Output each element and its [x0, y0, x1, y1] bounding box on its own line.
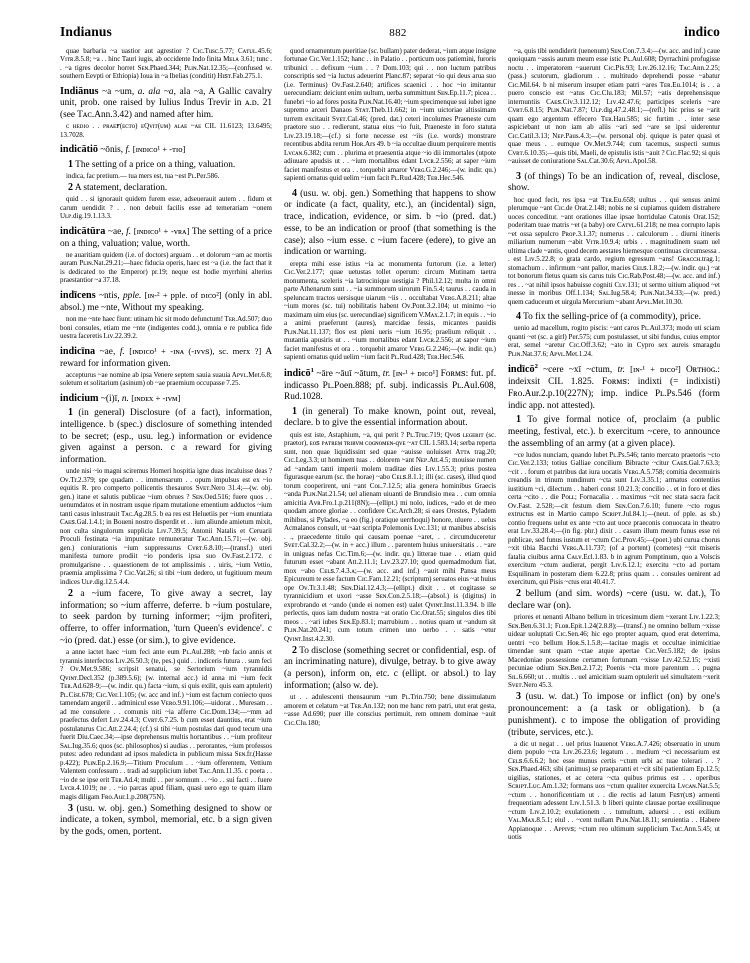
entry-indico-1-sense-4 — [508, 311, 720, 358]
indico-1-etym: [ɪɴ-¹ + ᴅɪᴄᴏ¹] — [392, 367, 439, 378]
indicatura-gloss: The setting of a price on a thing, valuation; value, worth. — [60, 226, 272, 249]
indico-1-sense-3 — [508, 171, 720, 196]
indico-2-etym: [ɪɴ-¹ + ᴅɪᴄᴏ²] — [630, 364, 681, 375]
indicina-cites: accepturus ~ae nomine ab ipsa Venere septem sauia suauia Aᴘᴠʟ.Met.6.8; soletum et solitarium (asinum) ob ~ae praemium occupasse 7.25. — [60, 370, 272, 388]
running-head — [60, 24, 720, 44]
sense-number: 4 — [516, 311, 521, 322]
indico-2-sense-1-cites: ~ce ludos nunciam, quando lubet Pʟ.Ps.546; tanto mercato praetoris ~cto Cɪᴄ.Ver.2.133; totius Galliae concilium Bibracte ~citur Cᴀᴇꜱ.Gal.7.63.3; ~cit . . forum et patribus dat iura uocatis Vᴇʀɢ.A.5.758; comitia decemuiris creandis in trinum nundinum ~cta sunt Lɪᴠ.3.35.1; armatus contentius iustitium ~ci, dilectum . . haberi const 10.21.3; concilio . . et in foro et dies certa ~cito . . die Pᴏʟʟ; Fornacalia . . maximus ~cit nec stata sacra facit Oᴠ.Fast. 2.528;—cit festum diem Sᴇɴ.Con.7.6.10; funere ~cto rogus extructus est in Martio campo Sᴄʀɪᴘᴛ.Jul.84.1;—(neut. of pple. as sb.) contio frequens uelut ex ante ~cto aut uoce praeconis conuocata in theatro erat Lɪᴠ.33.28.4;—(in fig. phr.) dixit . . casum illum meum funus esse rei publicae, sed funus iustum et ~ctum Cɪᴄ.Prov.45;—(poet.) ubi curua chorus ~xit tibia Bacchi Vᴇʀɢ.A.11.737; (of a portent) (cometes) ~xit miseris fatalia ciuibus arma Cᴀʟᴠ.Ecl.1.83. b in agrum Pomptinum, quo a Volscis exercitum ~ctum audierat, pergit Lɪᴠ.6.12.1; exercitu ~cto ad portam Esquilinam in posteram diem 6.22.8; prius quam . . consules uenirent ad exercitum, qui Pisis ~ctus erat 40.41.7. — [508, 450, 720, 587]
indicina-pos: f. — [119, 346, 125, 357]
indico-2-sense-3 — [508, 691, 720, 739]
indicatio-pos: f. — [125, 145, 131, 156]
indianus-cites: ᴄ ʜᴇᴅɪᴏ . . ᴘʀᴀᴇꜰ(ᴇᴄᴛᴏ) ᴇQᴠɪᴛ(ᴜᴍ) ᴀʟᴀᴇ ~ᴀᴇ CIL 11.6123; 13.6495; 13.7028. — [60, 122, 272, 139]
indico-1-pos: tr. — [382, 368, 391, 379]
indianus-forms: ~a ~um, — [102, 86, 135, 97]
indicium-sense-4-cites: erepta mihi esse istius ~ia ac monumenta furtorum (i.e. a letter) Cɪᴄ.Ver.2.177; quae uetustas tollet operum: circum Mutinam taetra monumenta, sceleris ~ia latrocinique uestigia ? Phil.12.12; multa in omni parte Athenarum sunt . . ~ia summorum uirorum Fin.5.4; taurus . . cauda in speluncam tractos uersisque uiarum ~iis . . occultabat Vᴇʀɢ.A.8.211; altae ~ium mores (sc. tui) nobilitatis habent Oᴠ.Pont.3.2.104; ut minimo ~io maximam uim eius (sc. uerecundiae) significem V.Mᴀx.2.1.7; in equis . . ~io a animi praeferunt (aures), marcidae fessis, micantes pauidis Pʟɪɴ.Nat.11.137; flos est pleni ueris ~ium 16.95; praelium reliquit . . mutantia apusiris ut . . ~ium mortalibus edant Lᴠᴄʀ.2.556; at sapor ~ium faciet manifestus et ora . . torquebit amaror Vᴇʀɢ.G.2.246;—(w. indir. qu.) sapienti ornatus quid uelim ~ium facit Pʟ.Rud.428; Tᴇʀ.Hec.546. — [284, 259, 496, 361]
indico-2-forms: ~cere ~xī ~ctum, — [543, 365, 613, 376]
indicatura-cites: ne auaritiam quidem (i.e. of doctors) arguam . . et dolorum ~am ac mortis auram Pʟɪɴ.Nat.29.21;—haec fiducia operis, haec est ~a (i.e. the fact that it is dedicated to the Emperor) pr.19; neque est hodie myrrhini alterius praestantior ~a 37.18. — [60, 250, 272, 285]
indico-2-headline — [508, 363, 720, 412]
sense-number: 2 — [68, 587, 73, 599]
indicina-etym: [ɪɴᴅɪᴄᴏ¹ + -ɪɴᴀ (-ɪᴠᴠꜱ), sc. merx ?] — [129, 345, 262, 356]
headword-superscript: 1 — [310, 366, 314, 374]
sense-number: 1 — [516, 414, 521, 425]
entry-indicium — [60, 393, 272, 839]
indicium-etym: [ɪɴᴅᴇx + -ɪᴠᴍ] — [131, 392, 181, 403]
column-right — [508, 46, 720, 946]
indicens-cites: non me ~nte haec fiunt: utinam hic sit modo defunctum! Tᴇʀ.Ad.507; duo boni consules, etiam me ~nte (indigentes codd.), omnia e re publica fide uestra faceretis Lɪᴠ.22.39.2. — [60, 315, 272, 341]
entry-indianus — [60, 86, 272, 140]
indicatio-sense-1 — [60, 159, 272, 172]
sense-number: 3 — [516, 170, 521, 182]
sense-number: 1 — [68, 158, 73, 170]
indianus-headline: Indiānus ~a ~um, a. ala ~a, ala ~a, A Gallic cavalry unit, prob. one raised by Iulius Indus Trevir in ᴀ.ᴅ. 21 (see Tᴀᴄ.Ann.3.42) and named after him. — [60, 85, 272, 121]
indico-1-sense-1-cites: quis est iste, Astaphium, ~a, qui perit ? Pʟ.Truc.719; Qᴠᴏꜱ ʟᴇɢᴇʀɪᴛ (sc. praetor), ᴇᴏꜱ ᴘᴀᴛʀᴇᴍ ᴛʀɪʙᴠᴍ ᴄᴏɢɴᴏᴍᴇɴ-qᴠᴇ ~ᴀᴛ CIL 1.583.14; serba reperta sunt, non quae liquidissint sed quae ~auisse uoluisset Aᴛᴛᴀ trag.20; Cɪᴄ.Leg.3.3; ut hominem tuas . . dolorem ~ant Nᴇᴘ.Att.4.5; mouisse numen ad ~andam tanti imperii molem traditae dies Lɪᴠ.1.55.3; prius postea figurasque earum (sc. the horae) ~abo Cᴇʟꜱ.8.1.1; illi (sc. cases), illud quod torum cooperirent, uni ~ant Cᴏʟ.7.12.5; alia genera hominibus Graecis ~anda Pʟɪɴ.Nat.21.54; uel alienam uiuanti de Brundisio mea . . cum omnia amicitia Aᴠʀ.Fro.1.p.211(8N);—(ellipt.) mi nolo, iudices, ~ado et de meo quodam amore gloriae . . confidere Cɪᴄ.Arch.28; si eaes Orestes, Pyladem mihibus, si Pylades, ~a eo (fig.) oratique uerrhoqui) honore, uluere . . uelus Acmalanos consult, ut ~aat scripta Polemonis Lᴠᴄ.131; ut manibus abscisis . ., praecedente titulo qui causam poenae ~aret, . . circumduceretur Sᴠᴇᴛ.Cal.32.2;—(w. in + acc.) illum . . parentem huius uniuersitatis . . ~are in uniguas nefas Cɪᴄ.Tim.6;—(w. indir. qu.) litterae tuae . . etiam quid futurum esset ~abant Att.2.11.1; Lɪᴠ.23.27.10; quod quemadmodum fiat, mox ~abo Cᴇʟꜱ.7.4.3.ᴀ;—(w. acc. and inf.) ~auit mihi Pansa meus Epicureum te esse factum Cɪᴄ.Fam.12.21; (scriptum) seruatos eius ~at huius ope Oᴠ.Tr.3.1.48; Sᴇɴ.Dial.12.4.3;—(ellipt.) dixit . . et cogitasse se tyrannicidium et uxori ~asse Sᴇɴ.Con.2.5.18;—(absol.) is (digitus) in exprobrando et ~ando (unde ei nomen est) ualet Qᴠɪɴᴛ.Inst.11.3.94. b ille perlectis, quos iam dudum nostra ~at oratio Cɪᴄ.Orat.55; singulos dies tibi meos . . ~ari iubes Sᴇɴ.Ep.83.1; marrubium . . notius quam ut ~andum sit Pʟɪɴ.Nat.20.241; cum totum crimen uno uerbo . . satis ~etur Qᴠɪɴᴛ.Inst.4.2.30. — [284, 430, 496, 643]
indico-2-orthog: Oʀᴛʜᴏɢ.: indeixsit CIL 1.825. Fᴏʀᴍꜱ: indixti (= indixisti) Fʀᴏ.Aur.2.p.10(227N); imp. indice Pʟ.Ps.546 (form indic app. not attested). — [508, 365, 720, 411]
entry-indicens — [60, 290, 272, 341]
indicium-continuation-cites: quod ornamentum pueritiae (sc. bullam) pater dederat, ~ium atque insigne fortunae Cɪᴄ.Ver.1.152; hanc . . in Palatio . . porticum uos patiemini, furoris tribunici . . defixum ~ium . . ? Dom.103; qui . . non luctum patribus conscriptis sed ~ia luctus adeuerint Planc.87; separat ~io qui deus arua suo (i.e. Terminus) Oᴠ.Fast.2.640; artifices scaenici . . hoc ~io imitantur uerecundiam: deiciunt enim uultum, uerba summittunt Sᴇɴ.Ep.11.7; picea . . funebri ~io ad fores posita Pʟɪɴ.Nat.16.40; ~ium specimenque sui iubet igne supremo arceri Danaos Sᴛᴀᴛ.Theb.11.662; in ~ium uictoriae altissimam turrem excitauit Sᴠᴇᴛ.Cal.46; (pred. dat.) ceteri incolumes Praeneste cum praetore suo . . redierunt, statua eius ~io fuit, Praeneste in foro statuta Lɪᴠ.23.19.18;—(cf.) si forte necesse est ~iis (i.e. words) monstrare recentibus abdita rerum Hᴏʀ.Ars 49. b ~ia occultae diuum perquirere mentis Lᴠᴄᴀɴ.6.382; cum . . plurima et praesentia atque ~io dii immortales (utpote adiuuare apudsis ut . . ~ium mortalibus edant Lᴠᴄʀ.2.556; at saper ~ium faciet manifestus et ora . . torquebit amaror Vᴇʀɢ.G.2.246;—(w. indir. qu.) sapienti ornatus quid uelim ~ium facit Pʟ.Rud.428; Tᴇʀ.Hec.546. — [284, 46, 496, 182]
indico-1-orthog: Fᴏʀᴍꜱ: fut. pf. indicasso Pʟ.Poen.888; pf. subj. indicassis Pʟ.Aul.608, Rud.1028. — [284, 368, 496, 403]
indicatura-forms: ~ae, — [107, 226, 124, 237]
headword-indicina: indicīna — [60, 345, 96, 357]
indico-1-sense-1 — [284, 406, 496, 431]
sense-number: 3 — [68, 802, 73, 814]
entry-indicina — [60, 346, 272, 388]
sense-text: To fix the selling-price of (a commodity), price. — [523, 312, 701, 322]
entry-indico-1 — [284, 367, 496, 728]
column-middle — [284, 46, 496, 946]
sense-number: 1 — [292, 405, 297, 417]
sense-text: To disclose (something secret or confidential, esp. of an incriminating nature), divulge, betray. b to give away (a person), inform on, etc. c (ellipt. or absol.) to lay information; (also w. de). — [284, 645, 496, 691]
sense-text: To give formal notice of, proclaim (a public meeting, festival, etc.). b exercitum ~cere, to announce the assembling of an army (at a given place). — [508, 415, 720, 449]
entry-indico-1-sense-3 — [508, 171, 720, 307]
indico-2-sense-2-cites: priores et uenanti Albano bellum in tricesimum diem ~xerant Lɪᴠ.1.22.3; Sᴇɴ.Ben.6.31.1; Fʟᴏʀ.Epit.1.24(2.8.8);—(transf.) ne omnino bellum ~xisse uidear uoluptati Cɪᴄ.Sen.46; hic ego propter aquam, quod erat deterrima, uentri ~co bellum Hᴏʀ.S.1.5.8;—tacitae magis et occultae inimicitiae timendae sunt quam ~ctae atque apertae Cɪᴄ.Ver.5.182; de ipsius Macedoniae possessione certamen fortunam ~xisse Lɪᴠ.42.52.15; ~xisti pecuniae odium Sᴇɴ.Ben.2.17.2; Poenis ~cta more parentum . . pugna Sɪʟ.6.660; ut . . multis . . uel amicitiam suam optulerit uel simultatem ~xerit Sᴠᴇᴛ.Nero 45.3. — [508, 613, 720, 690]
entry-indicium-sense-4 — [284, 188, 496, 362]
indico-2-sense-2 — [508, 588, 720, 613]
running-head-right: indico — [684, 24, 720, 39]
indianus-continuation-cites: quae barbaria ~a uastior aut agrestior ? Cɪᴄ.Tusc.5.77; Cᴀᴛᴜʟ.45.6; Vɪᴛʀ.8.5.8; ~a . . hinc Tauri iugis, ab occidente Indo finita Mᴇʟᴀ 3.61; tunc . . ~a tigres decolor horret Sᴇɴ.Phaed.344; Pʟɪɴ.Nat.12.35;—(confused w. southern Eevpti or Ethiopia) Ioua in ~a Ibelias (conditit) Hɪꜱᴛ.Fab.275.1. — [60, 46, 272, 80]
indico-1-forms: ~āre ~āuī ~ātum, — [316, 368, 381, 379]
sense-number: 2 — [516, 588, 521, 600]
indicium-sense-2-cites: a anne iactet haec ~ium feci ante eum Pʟ.Aul.288; ~nb facio annis et tyrannis interfectos Lɪᴠ.26.50.3; (te, pes.) quid . . indiceris futura . . sum feci ? Oᴠ.Met.9.586; scripsit senatui, se Sertorium ~ium tyrannidis Qᴠɪɴᴛ.Decl.352 (p.389.5.6); (w. internal acc.) id anna mi ~ium fecit Tᴇʀ.Ad.628-9;—(w. indir. qu.) facta ~ium, si quis exilit, quis eam aptulerit) Pʟ.Cist.678; Cɪᴄ.Ver.1.105; (w. acc and inf.) ~ium est factum coniecto quos tamendam angeril . . adminicul esse Vᴇʀᴏ.9.91.106;—uidorat . . Muresam . . ad me consulere . . comunis niti ~ia afferre Cɪᴄ.Dom.134;—~mm ad praefectus defert Lɪᴠ.24.4.3; Cᴠʀᴛ.6.7.25. b cum esset dauntius, erat ~ium postulaturus Cɪᴄ.Att.2.24.4; (cf.) si tibi ~ium postulas dari quod tecum una fuerit Diu.Caec.34;—ipse deprehensus multis hortantibus . . ~ium profiteur Sᴀʟ.Iug.35.6; quos (sc. philosophos) si audias . . perorantes, ~ium professos putes: adeo redundant ad ipsos maledicta in publicum missa Sᴇɴ.fr.(Hasse p.422); Pʟɪɴ.Ep.2.16.9;—Titium Proculum . . ~ium offerentem, Vettium Valentem confessum . . tradi ad supplicium iubet Tᴀᴄ.Ann.11.35. c poeta . . ~io de se ipse erit Tᴇʀ.Ad.4; multi . . per somnum . . ~io . . sui facti . . fuere Lᴠᴄʀ.4.1019; ne . . ~io parcas apud filiam, quasi uero ego te quam illam magis diligam Fʀᴏ.Aur.1.p.208(75N). — [60, 648, 272, 801]
headword-indicatura: indicātūra — [60, 225, 106, 237]
headword-indicens: indīcens — [60, 289, 96, 301]
sense-text: (usu. w. dat.) To impose or inflict (on) by one's pronouncement: a (a task or obligation). b (a punishment). c to impose the obligation of providing (tribute, services, etc.). — [508, 692, 720, 738]
indicens-pos: pple. — [123, 290, 142, 301]
headword-superscript: 2 — [534, 363, 538, 371]
indicium-pos: n. — [121, 393, 129, 404]
column-container — [60, 46, 722, 946]
indico-1-sense-4-cites: uenio ad macellum, rogito piscis: ~ant caros Pʟ.Aul.373; modo uti sciam quanti ~et (sc. a girl) Per.575; cum postulasset, ut sibi fundus, cuius emptor erat, semel ~aretur Cɪᴄ.Off.3.62; ~ato in Cypro sex aureis smaragdu Pʟɪɴ.Nat.37.6; Aᴘᴠʟ.Met.1.24. — [508, 324, 720, 358]
indicium-sense-1 — [60, 407, 272, 467]
indicens-forms: ~ntis, — [98, 290, 120, 301]
indicatio-sense-1-cites: indica, fac pretium.— tua mers est, tua ~est Pʟ.Per.586. — [66, 172, 220, 181]
indicium-forms: ~(i)ī, — [100, 393, 120, 404]
headword-indicium: indicium — [60, 392, 99, 404]
indicatio-sense-2 — [60, 182, 272, 195]
indicatura-etym: [ɪɴᴅɪᴄᴏ¹ + -ᴠʀᴀ] — [133, 225, 190, 236]
indicium-sense-3 — [60, 803, 272, 839]
sense-text: (usu. w. obj. gen.) Something that happens to show or indicate (a fact, quality, etc.), an (incidental) sign, trace, indication, evidence, or sim. b ~io (pred. dat.) esse, to be an indication or proof (that something is the case); also ~ium esse. c ~ium facere (edere), to give an indication or warning. — [284, 188, 496, 258]
headword-indicatio: indicātiō — [60, 144, 98, 156]
sense-number: 1 — [68, 407, 73, 419]
sense-number: 2 — [292, 644, 297, 656]
indicens-headline — [60, 290, 272, 315]
column-left — [60, 46, 272, 946]
page-number: 882 — [389, 27, 407, 39]
indicens-gloss: (only in abl. absol.) me ~nte, Without my speaking. — [60, 290, 272, 313]
indico-1-sense-3-cites: hoc quod fecit, res ipsa ~at Tᴇʀ.Eu.658; uultus . . qui sensus animi plerumque ~ant Cɪᴄ.de Orat.2.148; nobis ne si cupiamus quidem distrahere uoces conceditur. ~ant orationes illae ipsae horridulae Catonis Orat.152; poderitam tuae matris ~et (a baby) ore Cᴀᴛᴠʟ.61.218; ne mea corrupto lapis ~et ossa sepulcro Pʀᴏᴘ.3.1.37; numerus . . calculorum . . diurni itineris miliarium numerum ~abit Vɪᴛʀ.10.9.4; urbis . . magnitudinem suam uel ultima clade ~antis, quod decem aestates hiemesque continuas circumsessa . . est Lɪᴠ.5.22.8; o grata cardo, regium egressum ~ans! Gʀᴀᴄᴄʜ.trag.1; stomachum . . infirmum ~ant pallor, macies Cᴇʟꜱ.1.8.2;—(w. indir. qu.) ~at tot bonorum fletus quam sis carus tuis Cɪᴄ.Rab.Post.48;—(w. acc. and inf.) res . . ~at nihil ipsos habuisse cogniti Cʟᴠ.131; ut sermo uitium aliquod ~et inesse in moribus Off.1.134; Sᴀʟ.Iug.58.4; Pʟɪɴ.Nat.34.33;—(w. pred.) quem caduceum et uirgula Mercurium ~abant Aᴘᴠʟ.Met.10.30. — [508, 195, 720, 306]
entry-indicatura — [60, 226, 272, 285]
indicium-sense-4 — [284, 188, 496, 260]
indico-1-sense-4 — [508, 311, 720, 324]
sense-number: 2 — [68, 182, 73, 194]
indicium-sense-1-cites: unde nisi ~io magni sciremus Homeri hospitia igne duas incaluisse deas ? Oᴠ.Tr.2.379; spe quadam . . immensarum . . opum impulsus est ex ~io equitis R. pro comperto pollicentis thesauros Sᴠᴇᴛ.Nero 31.4;—(w. obj. gen.) itane et salutis publicae ~ium obrues ? Sᴇɴ.Oed.516; fuere quos . . uenumdatos et in nostram usque ripam mutatione ementium adductos ~ium tanti casus inlustrauit Tᴀᴄ.Ag.28.5. b ea res est Heluetiis per ~ium enuntiata Cᴀᴇꜱ.Gal.1.4.1; in Boueni nostro disperdit et . . ium aliunde amietum mixit, non culta singulorum supplicia Lɪᴠ.7.39.5; Antonii Natalis et Ceruarii Proculi festinata ~ia impunitate remuneratur Tᴀᴄ.Ann.15.71;—(w. obj. gen.) coniurationis ~ium suppressurus Cᴠʀᴛ.6.8.10;—(transf.) uteri manifesta tumore prodiit ~io ponderis ipsa suo Oᴠ.Fast.2.172. c promulgarisne . . quaestionem de tot amplissimis . . uiris, ~ium Vettio, praemia amplissima ? Cɪᴄ.Vat.26; si tibi ~ium dedero, ut fugitiuum meum indices Uʟᴘ.dig.12.5.4.4. — [60, 467, 272, 586]
indicatio-etym: [ɪɴᴅɪᴄᴏ¹ + -ᴛɪᴏ] — [132, 144, 186, 155]
sense-text: A statement, declaration. — [74, 183, 168, 194]
sense-text: (in general) Disclosure (of a fact), information, intelligence. b (spec.) disclosure of something intended to be secret; (esp., usu. leg.) information or evidence given against a person. c a reward for giving information. — [60, 408, 272, 466]
indico-continuation-cites: ~a, quis tibi uendiderit (uenenum) Sᴇɴ.Con.7.3.4;—(w. acc. and inf.) caue quoiquam ~assis aurum meum esse istic Pʟ.Aul.608; Dyrrachini profugisse noctu . . imperatorem ~auerunt Cɪᴄ.Pis.93; Lɪᴠ.26.12.16; Tᴀᴄ.Ann.2.25; (pass.) scutorum, gladiorum . . multitudo deprehendi posse ~abatur Cɪᴄ.Mil.64. b ni miserum insuper etiam patri ~ares Tᴇʀ.Eu.1014; is . . a puero conscio est ~atus Cɪᴄ.Clu.183; Mil.57; ~atis deprehensisque internuntiis Cᴀᴇꜱ.Civ.3.112.12; Lɪᴠ.42.47.6; participes sceleris ~are Cᴠʀᴛ.6.8.15; Pʟɪɴ.Nat.7.87; Uʟᴘ.dig.47.2.48.1;—(refl.) hic prius se ~arit quam ego argentum effecero Tᴇʀ.Hau.585; sic furtim . . inter sese aspiciebant ut non iam ab aliis ~ari sed ~are se ipsi uiderentur Cɪᴄ.Catil.3.13; Nᴇᴘ.Paus.4.3;—(w. personal obj. quique is pater quasi et quae meus . . eumque Oᴠ.Met.9.744; cum tacemus, suspecti sumus Cᴠʀᴛ.6.10.35;—quis tibi, Maeli, de epistulis istis ~auit ? Cɪᴄ.Flac.92; si quis ~auisset de coniuratione Sᴀʟ.Cat.30.6; Aᴘᴠʟ.Apol.58. — [508, 46, 720, 165]
indicatio-headline — [60, 144, 272, 157]
indicatio-sense-2-cites: quid . . si ignorauit quidem furem esse, adseuerauit autem . . fidum et carum uendidit ? . . non debuit facilis esse ad temerariam ~onem Uʟᴘ.dig.19.1.13.3. — [60, 195, 272, 221]
entry-indico-2 — [508, 363, 720, 842]
sense-text: (in general) To make known, point out, reveal, declare. b to give the essential information about. — [284, 406, 496, 429]
sense-number: 4 — [292, 187, 297, 199]
indicium-sense-2 — [60, 588, 272, 648]
indicatio-forms: ~ōnis, — [100, 145, 124, 156]
indicina-headline — [60, 346, 272, 371]
indianus-pos: a. — [137, 86, 145, 97]
indico-2-sense-1 — [508, 414, 720, 450]
sense-text: a ~ium facere, To give away a secret, lay information; so ~ium afferre, deferre. b ~ium postulare, to seek pardon by turning informer; ~ijm profiteri, offerre, to offer information, 'turn Queen's evidence'. c ~io (pred. dat.) esse (or sim.), to give evidence. — [60, 588, 272, 646]
indico-1-sense-2-cites: ut . . adulescenti thensaurum ~um Pʟ.Trin.750; bene dissimulatum amorem et celatum ~at Tᴇʀ.An.132; non me hanc rem patri, utut erat gesta, ~asse Ad.690; puer ille conscius pertimuit, rem omnem dominae ~auit Cɪᴄ.Clu.180; — [284, 693, 496, 727]
indianus-gloss: ala ~a, A Gallic cavalry unit, prob. one raised by Iulius Indus Trevir in ᴀ.ᴅ. 21 (see Tᴀᴄ.Ann.3.42) and named after him. — [60, 86, 272, 121]
indico-2-pos: tr. — [617, 365, 625, 376]
sense-number: 3 — [516, 691, 521, 703]
indicatura-pos: f. — [126, 226, 132, 237]
headword-indianus: Indiānus — [60, 85, 99, 97]
indico-2-sense-3-cites: a dic ut negat . . uel prius luauenot Vᴇʀɢ.A.7.426; obseruatio in unum diem populo ~cta Lɪᴠ.26.23.6; legatum . . medium ~ci necessarium est Cᴇʟꜱ.6.6.6.2; hoc esse munus certis ~ctum urbi ac tuae tolerari . . ? Sᴇɴ.Phaed.463; sibi (animus) se praeparanti et ~cit sibi patientiam Ep.12.5; uigilias, stationes, et ac cetera ~cta quibus primus est . . operibus Sᴄʀɪᴘᴛ.Lᴜᴄ.Am.1.32; formans uos ~ctum qualiter exuercita Lᴠᴄᴀɴ.Nat.5.5; ~ctum . . honorificentiam ut . . die rectis ad latum Fᴇꜱᴛ(ᴜꜱ) armenti frequentiam adessent Lɪᴠ.1.51.3. b liberi quinte clausae portae exsilinuque ~ctum Lɪᴠ.2.10.2; exulationem . . tumultum, aduersi . . esti exilium Vᴀʟ.Mᴀx.8.5.1; eiul . . ~cent nullam Pʟɪɴ.Nat.18.11; seruientia . . Habere Appianoque . . Aᴘᴘɪᴠꜱ; ~ctum reo ultimum supplicium Tᴀᴄ.Ann.5.45; ut uotis — [508, 739, 720, 842]
sense-text: The setting of a price on a thing, valuation. — [75, 159, 236, 170]
sense-text: (usu. w. obj. gen.) Something designed to show or indicate, a token, symbol, memorial, etc. b a sign given by the gods, omen, portent. — [60, 803, 272, 838]
indicatura-headline — [60, 226, 272, 251]
running-head-left: Indianus — [60, 24, 112, 39]
entry-indicatio — [60, 144, 272, 220]
sense-text: (of things) To be an indication of, reveal, disclose, show. — [508, 171, 720, 194]
headword-indico-2: indīcō — [508, 364, 535, 376]
indicina-gloss: A reward for information given. — [60, 346, 272, 369]
indicens-etym: [ɪɴ-² + pple. of ᴅɪᴄᴏ²] — [144, 289, 222, 300]
sense-text: bellum (and sim. words) ~cere (usu. w. dat.), To declare war (on). — [508, 589, 720, 611]
indicina-forms: ~ae, — [99, 346, 116, 357]
headword-indico-1: indicō — [284, 367, 311, 379]
indico-1-headline — [284, 367, 496, 405]
indicium-headline — [60, 393, 272, 406]
indico-1-sense-2 — [284, 645, 496, 693]
